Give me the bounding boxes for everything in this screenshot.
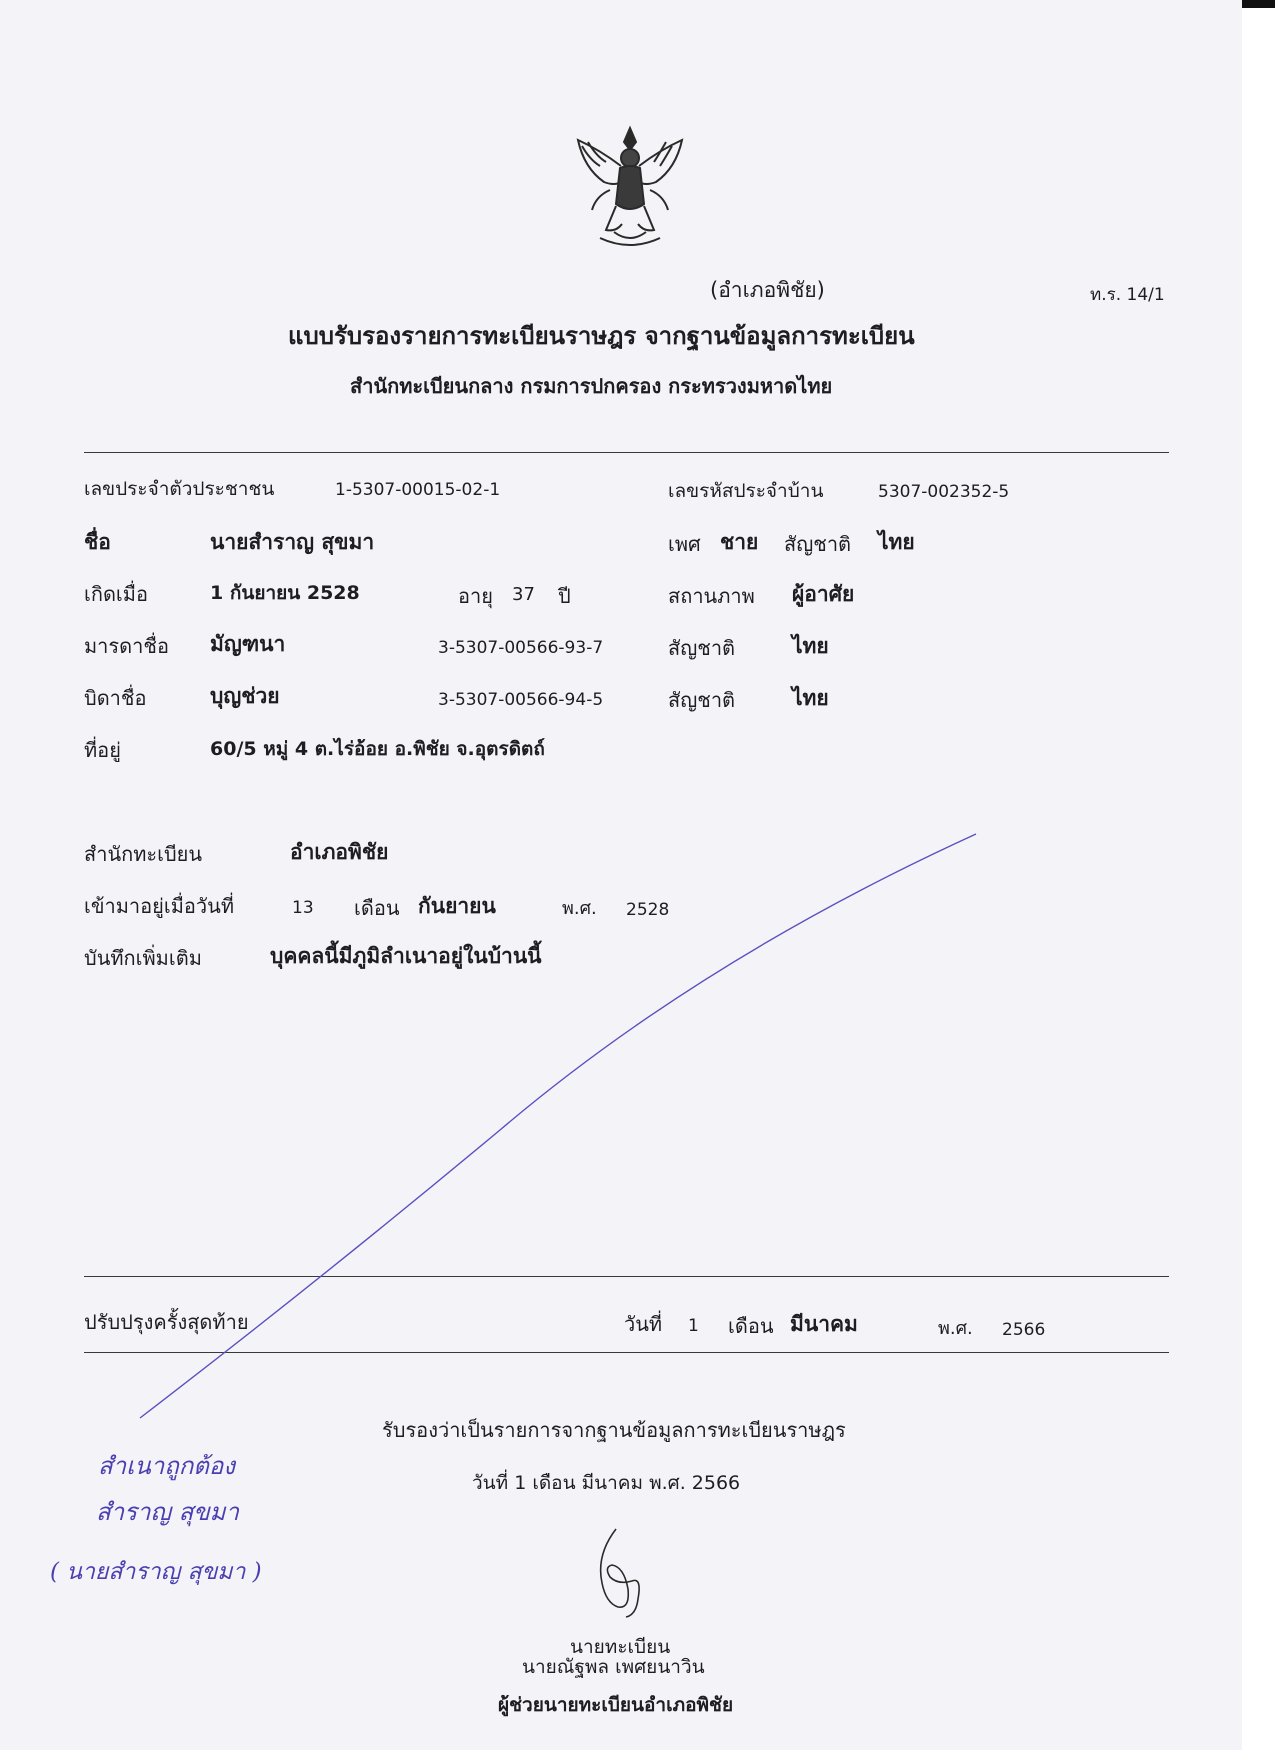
form-code: ท.ร. 14/1 [1090,285,1165,305]
scan-edge [1242,0,1275,8]
updated-day-label: วันที่ [624,1312,663,1336]
sex-label: เพศ [668,532,701,556]
status-value: ผู้อาศัย [792,582,855,606]
registrar-signature [582,1525,662,1625]
address-value: 60/5 หมู่ 4 ต.ไร่อ้อย อ.พิชัย จ.อุตรดิตถ์ [210,738,545,760]
mother-nationality-label: สัญชาติ [668,636,736,660]
nationality-label: สัญชาติ [784,532,852,556]
note-label: บันทึกเพิ่มเติม [84,946,202,970]
handwritten-signature: สำราญ สุขมา [96,1498,239,1526]
moved-in-month-label: เดือน [354,896,400,920]
certification-date: วันที่ 1 เดือน มีนาคม พ.ศ. 2566 [472,1472,741,1494]
divider [84,1276,1169,1277]
handwritten-printed-name: ( นายสำราญ สุขมา ) [50,1559,262,1585]
updated-year: 2566 [1002,1320,1046,1340]
note-value: บุคคลนี้มีภูมิลำเนาอยู่ในบ้านนี้ [270,944,542,968]
moved-in-year: 2528 [626,900,670,920]
moved-in-label: เข้ามาอยู่เมื่อวันที่ [84,894,234,918]
id-value: 1-5307-00015-02-1 [335,480,501,500]
sex-value: ชาย [720,530,759,554]
name-label: ชื่อ [84,530,111,554]
updated-month-label: เดือน [728,1314,774,1338]
age-unit: ปี [558,584,571,608]
mother-nationality-value: ไทย [792,634,829,658]
updated-day: 1 [688,1316,699,1336]
updated-month: มีนาคม [790,1312,858,1336]
father-label: บิดาชื่อ [84,686,147,710]
age-value: 37 [512,584,535,605]
last-updated-label: ปรับปรุงครั้งสุดท้าย [84,1310,249,1334]
house-code-label: เลขรหัสประจำบ้าน [668,480,824,502]
document-title: แบบรับรองรายการทะเบียนราษฎร จากฐานข้อมูลการทะเบียน [288,322,915,350]
mother-name: มัญฑนา [210,632,286,656]
father-name: บุญช่วย [210,684,280,708]
father-nationality-label: สัญชาติ [668,688,736,712]
mother-id: 3-5307-00566-93-7 [438,638,604,658]
moved-in-month: กันยายน [418,894,496,918]
divider [84,1352,1169,1353]
age-label: อายุ [458,584,493,608]
moved-in-year-label: พ.ศ. [562,898,597,919]
mother-label: มารดาชื่อ [84,634,169,658]
father-nationality-value: ไทย [792,686,829,710]
address-label: ที่อยู่ [84,738,121,762]
house-code-value: 5307-002352-5 [878,482,1010,502]
district-heading: (อำเภอพิชัย) [710,278,825,302]
name-value: นายสำราญ สุขมา [210,530,375,554]
status-label: สถานภาพ [668,584,755,608]
id-label: เลขประจำตัวประชาชน [84,478,275,500]
born-label: เกิดเมื่อ [84,582,148,606]
garuda-emblem-icon [570,120,690,252]
document-subtitle: สำนักทะเบียนกลาง กรมการปกครอง กระทรวงมหาดไทย [350,374,833,398]
registry-office-value: อำเภอพิชัย [290,840,389,864]
registrar-position: ผู้ช่วยนายทะเบียนอำเภอพิชัย [498,1694,734,1716]
father-id: 3-5307-00566-94-5 [438,690,604,710]
moved-in-day: 13 [292,898,314,918]
registry-office-label: สำนักทะเบียน [84,842,203,866]
certification-statement: รับรองว่าเป็นรายการจากฐานข้อมูลการทะเบียนราษฎร [382,1418,846,1442]
scan-margin [1242,0,1275,1750]
divider [84,452,1169,453]
registrar-name: นายณัฐพล เพศยนาวิน [522,1656,705,1678]
updated-year-label: พ.ศ. [938,1318,973,1339]
nationality-value: ไทย [878,530,915,554]
registrar-title: นายทะเบียน [570,1636,671,1658]
handwritten-certified-copy: สำเนาถูกต้อง [98,1452,235,1480]
born-value: 1 กันยายน 2528 [210,582,360,604]
